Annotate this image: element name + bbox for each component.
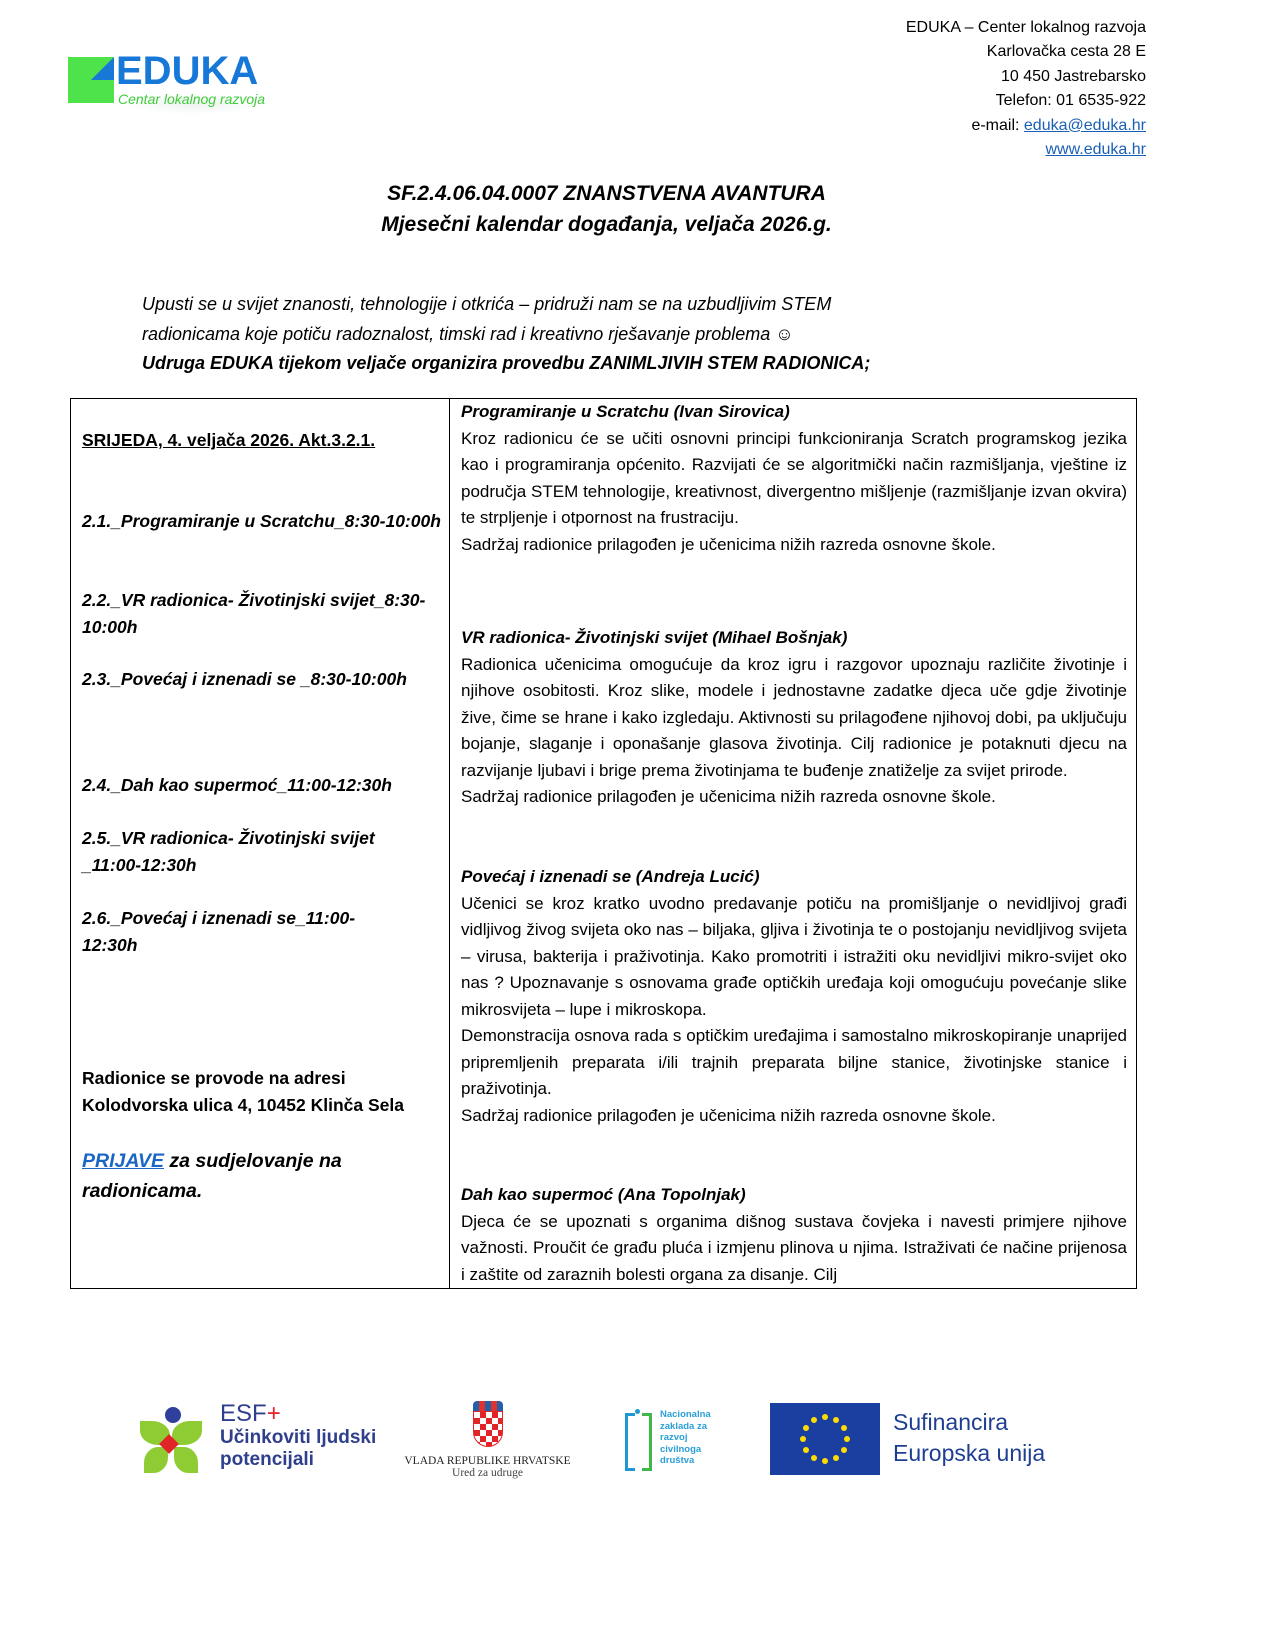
intro-line-1: Upusti se u svijet znanosti, tehnologije i otkrića – pridruži nam se na uzbudljivim STEM — [142, 294, 832, 314]
workshop-audience: Sadržaj radionice prilagođen je učenicima nižih razreda osnovne škole. — [461, 1105, 996, 1125]
document-title — [0, 178, 1213, 240]
website-link[interactable]: www.eduka.hr — [1045, 141, 1146, 159]
workshop-audience: Sadržaj radionice prilagođen je učenicima nižih razreda osnovne škole. — [461, 787, 996, 806]
intro-line-3: Udruga EDUKA tijekom veljače organizira provedbu ZANIMLJIVIH STEM RADIONICA; — [142, 353, 871, 373]
address-line-1: Radionice se provode na adresi — [82, 1068, 346, 1088]
contact-website-row — [906, 138, 1146, 162]
title-line-1: SF.2.4.06.04.0007 ZNANSTVENA AVANTURA — [387, 182, 826, 205]
schedule-table — [70, 398, 1137, 1289]
contact-city: 10 450 Jastrebarsko — [1001, 67, 1146, 85]
logo-tagline: Centar lokalnog razvoja — [118, 91, 266, 107]
address-line-2: Kolodvorska ulica 4, 10452 Klinča Sela — [82, 1095, 404, 1115]
workshop-audience: Sadržaj radionice prilagođen je učenicima nižih razreda osnovne škole. — [461, 534, 996, 554]
contact-org: EDUKA – Center lokalnog razvoja — [905, 19, 1146, 36]
workshop-description: Djeca će se upoznati s organima dišnog sustava čovjeka i navesti primjere njihove važnosti. Proučit će građu pluća i izmjenu plinova u njima. Istraživati će načine prijenosa i zaštite od zaraznih bolesti organa za disanje. Cilj — [461, 1211, 1127, 1284]
workshop-descriptions — [451, 399, 1137, 1288]
contact-street: Karlovačka cesta 28 E — [986, 43, 1146, 61]
workshop-description-2: Demonstracija osnova rada s optičkim uređajima i samostalno mikroskopiranje unaprijed pripremljenih preparata i/ili trajnih preparata biljne stanice, životinjske stanice i praživotinja. — [461, 1026, 1127, 1098]
title-line-2: Mjesečni kalendar događanja, veljača 2026.g. — [381, 213, 832, 236]
eu-star-icon — [822, 1458, 828, 1464]
registration-text: za sudjelovanje na radionicama. — [82, 1150, 342, 1202]
eu-flag-icon — [770, 1403, 880, 1475]
slot-item: 2.4._Dah kao supermoć_11:00-12:30h — [82, 775, 392, 795]
workshop-title: Programiranje u Scratchu (Ivan Sirovica) — [461, 402, 790, 421]
intro-line-2: radionicama koje potiču radoznalost, timski rad i kreativno rješavanje problema ☺ — [142, 323, 794, 344]
eu-star-icon — [803, 1447, 809, 1453]
schedule-column — [71, 399, 450, 1288]
esf-logo-text: ESF+ Učinkoviti ljudski potencijali — [220, 1400, 377, 1470]
eu-cofinanced-text — [893, 1407, 1045, 1469]
slot-item: 2.1._Programiranje u Scratchu_8:30-10:00h — [82, 511, 441, 531]
esf-line-3: potencijali — [220, 1449, 314, 1470]
eu-star-icon — [833, 1455, 839, 1461]
contact-block — [906, 16, 1146, 162]
workshop-breath — [461, 1182, 1127, 1288]
croatian-government-logo — [395, 1395, 580, 1479]
eu-star-icon — [800, 1436, 806, 1442]
workshop-description: Učenici se kroz kratko uvodno predavanje potiču na promišljanje o nevidljivoj građi vidljivog živog svijeta oko nas – biljaka, gljiva i životinja te o postojanju nevidljivog svijeta – virusa, bakterija i praživotinja. Kako promotriti i istražiti oku nevidljivi mikro-svijet oko nas ? Upoznavanje s osnovama građe optičkih uređaja koji omogućuju povećanje slike mikrosvijeta – lupe i mikroskopa. — [461, 893, 1127, 1019]
nzrcd-text: Nacionalna zaklada za razvoj civilnoga društva — [660, 1409, 711, 1466]
registration-note — [82, 1146, 412, 1206]
logo-brand: EDUKA — [116, 49, 259, 93]
eu-star-icon — [822, 1414, 828, 1420]
bracket-icon — [622, 1413, 652, 1473]
coat-of-arms-crown-icon — [473, 1401, 503, 1411]
workshop-description: Radionica učenicima omogućuje da kroz igru i razgovor upoznaju različite životinje i njihove osobitosti. Kroz slike, modele i jednostavne zadatke djeca uče gdje životinje žive, čime se hrane i kako izgledaju. Aktivnosti su prilagođene njihovoj dobi, pa uključuju bojanje, slaganje i oponašanje glasova životinja. Cilj radionice je potaknuti djecu na razvijanje ljubavi i brige prema životinjama te buđenje znatiželje za svijet prirode. — [461, 654, 1127, 780]
eu-star-icon — [841, 1425, 847, 1431]
contact-phone: Telefon: 01 6535-922 — [995, 92, 1146, 110]
eu-star-icon — [803, 1425, 809, 1431]
workshop-vr — [461, 625, 1127, 811]
slot-item: 2.3._Povećaj i iznenadi se _8:30-10:00h — [82, 669, 407, 689]
workshop-title: VR radionica- Životinjski svijet (Mihael Bošnjak) — [461, 628, 848, 647]
eduka-logo — [68, 49, 268, 115]
email-link[interactable]: eduka@eduka.hr — [1023, 116, 1146, 134]
contact-email-row — [906, 114, 1146, 138]
eu-star-icon — [833, 1417, 839, 1423]
eu-star-icon — [844, 1436, 850, 1442]
esf-line-2: Učinkoviti ljudski — [220, 1427, 377, 1448]
eu-line-1: Sufinancira — [893, 1409, 1009, 1435]
eu-star-icon — [811, 1417, 817, 1423]
workshop-microscope — [461, 864, 1127, 1129]
slot-item: 2.2._VR radionica- Životinjski svijet_8:30-10:00h — [82, 590, 426, 637]
slot-item: 2.5._VR radionica- Životinjski svijet _11:00-12:30h — [82, 828, 375, 875]
workshop-title: Povećaj i iznenadi se (Andreja Lucić) — [461, 867, 760, 886]
slot-item: 2.6._Povećaj i iznenadi se_11:00-12:30h — [82, 908, 356, 955]
vlada-line-1: VLADA REPUBLIKE HRVATSKE — [404, 1455, 571, 1467]
nzrcd-logo — [622, 1403, 732, 1483]
email-label: e-mail: — [971, 116, 1024, 134]
venue-address — [82, 1065, 404, 1119]
workshop-description: Kroz radionicu će se učiti osnovni principi funkcioniranja Scratch programskog jezika kao i programiranja općenito. Razvijati će se algoritmički način razmišljanja, vještine iz područja STEM tehnologije, kreativnost, divergentno mišljenje (razmišljanje izvan okvira) te strpljenje i otpornost na frustraciju. — [461, 428, 1127, 527]
eu-star-icon — [811, 1455, 817, 1461]
eu-star-icon — [841, 1447, 847, 1453]
workshop-title: Dah kao supermoć (Ana Topolnjak) — [461, 1185, 746, 1204]
workshop-scratch — [461, 399, 1127, 558]
coat-of-arms-shield-icon — [473, 1411, 503, 1447]
day-heading: SRIJEDA, 4. veljača 2026. Akt.3.2.1. — [82, 430, 376, 450]
intro-text — [142, 290, 870, 379]
vlada-line-2: Ured za udruge — [452, 1467, 523, 1479]
footer-logos — [0, 1395, 1275, 1495]
eu-line-2: Europska unija — [893, 1440, 1046, 1466]
registration-link[interactable]: PRIJAVE — [82, 1150, 164, 1172]
